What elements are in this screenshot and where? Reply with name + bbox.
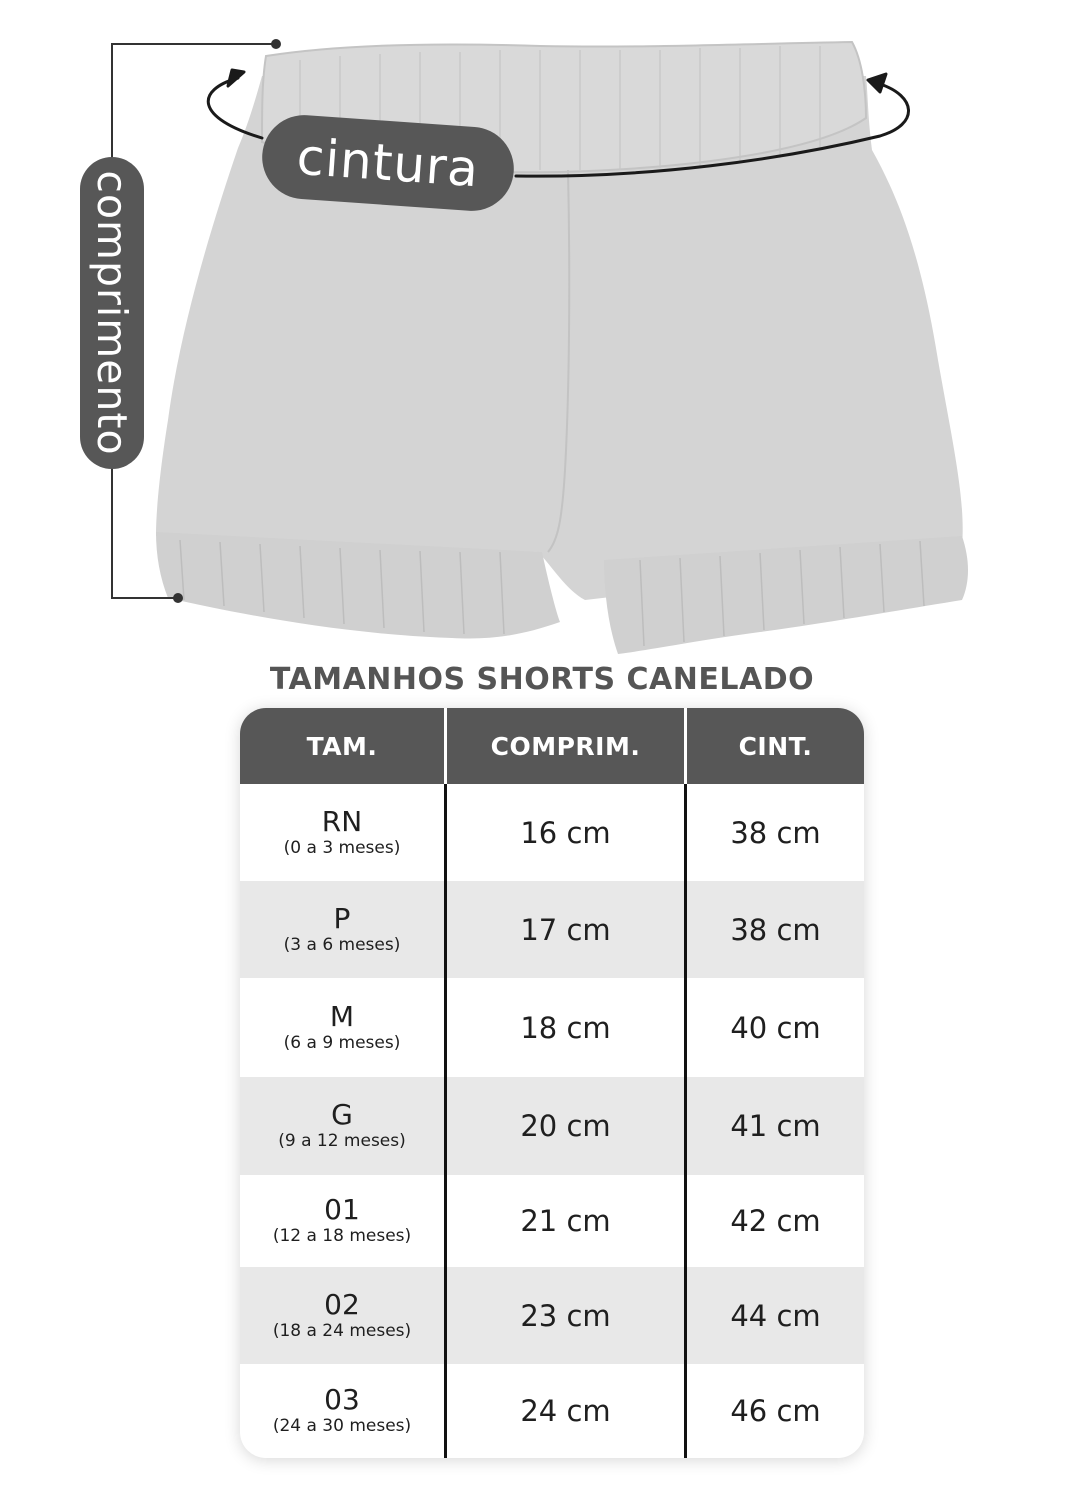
size-code: P xyxy=(333,901,351,935)
table-row xyxy=(240,1267,864,1364)
length-top-dot xyxy=(271,39,281,49)
size-age: (9 a 12 meses) xyxy=(278,1131,406,1152)
size-cell xyxy=(240,1267,444,1364)
header-waist: CINT. xyxy=(738,732,813,761)
size-code: M xyxy=(329,999,355,1033)
waist-cell: 38 cm xyxy=(730,912,821,947)
waist-cell: 44 cm xyxy=(730,1298,821,1333)
size-age: (24 a 30 meses) xyxy=(272,1416,412,1437)
size-cell xyxy=(240,784,444,881)
table-header xyxy=(240,708,864,784)
waist-label: cintura xyxy=(259,112,516,213)
size-age: (6 a 9 meses) xyxy=(283,1032,401,1053)
size-cell xyxy=(240,978,444,1077)
size-age: (18 a 24 meses) xyxy=(272,1320,412,1341)
table-row xyxy=(240,881,864,978)
column-divider xyxy=(444,784,447,1458)
waist-cell: 42 cm xyxy=(730,1204,821,1238)
size-code: 01 xyxy=(324,1193,360,1227)
waist-cell: 38 cm xyxy=(730,815,821,850)
length-cell: 18 cm xyxy=(520,1010,611,1045)
size-cell xyxy=(240,1077,444,1175)
size-code: 03 xyxy=(324,1383,360,1417)
length-bottom-dot xyxy=(173,593,183,603)
table-row xyxy=(240,1175,864,1267)
shorts-illustration xyxy=(0,0,1080,660)
waist-cell: 46 cm xyxy=(730,1394,821,1428)
length-cell: 20 cm xyxy=(520,1109,611,1143)
size-cell xyxy=(240,1175,444,1267)
size-table xyxy=(240,708,864,1458)
size-code: G xyxy=(331,1098,353,1132)
table-row xyxy=(240,784,864,881)
length-label-text: comprimento xyxy=(88,170,136,456)
table-row xyxy=(240,1364,864,1458)
waist-cell: 40 cm xyxy=(730,1010,821,1045)
waist-cell: 41 cm xyxy=(730,1109,821,1143)
length-cell: 24 cm xyxy=(520,1394,611,1428)
waist-arrow-right-icon xyxy=(868,74,886,92)
table-title: TAMANHOS SHORTS CANELADO xyxy=(269,662,815,697)
size-code: RN xyxy=(321,804,363,838)
column-divider xyxy=(684,784,687,1458)
size-age: (0 a 3 meses) xyxy=(283,837,401,858)
size-age: (3 a 6 meses) xyxy=(283,934,401,955)
size-code: 02 xyxy=(324,1287,360,1321)
length-cell: 21 cm xyxy=(520,1204,611,1238)
size-cell xyxy=(240,881,444,978)
length-cell: 17 cm xyxy=(520,912,611,947)
length-cell: 23 cm xyxy=(520,1298,611,1333)
length-label xyxy=(80,157,144,469)
table-row xyxy=(240,1077,864,1175)
size-age: (12 a 18 meses) xyxy=(272,1226,412,1247)
size-cell xyxy=(240,1364,444,1458)
length-cell: 16 cm xyxy=(520,815,611,850)
table-row xyxy=(240,978,864,1077)
waist-arrow-left-icon xyxy=(228,70,244,86)
header-size: TAM. xyxy=(306,732,378,761)
header-length: COMPRIM. xyxy=(490,732,641,761)
